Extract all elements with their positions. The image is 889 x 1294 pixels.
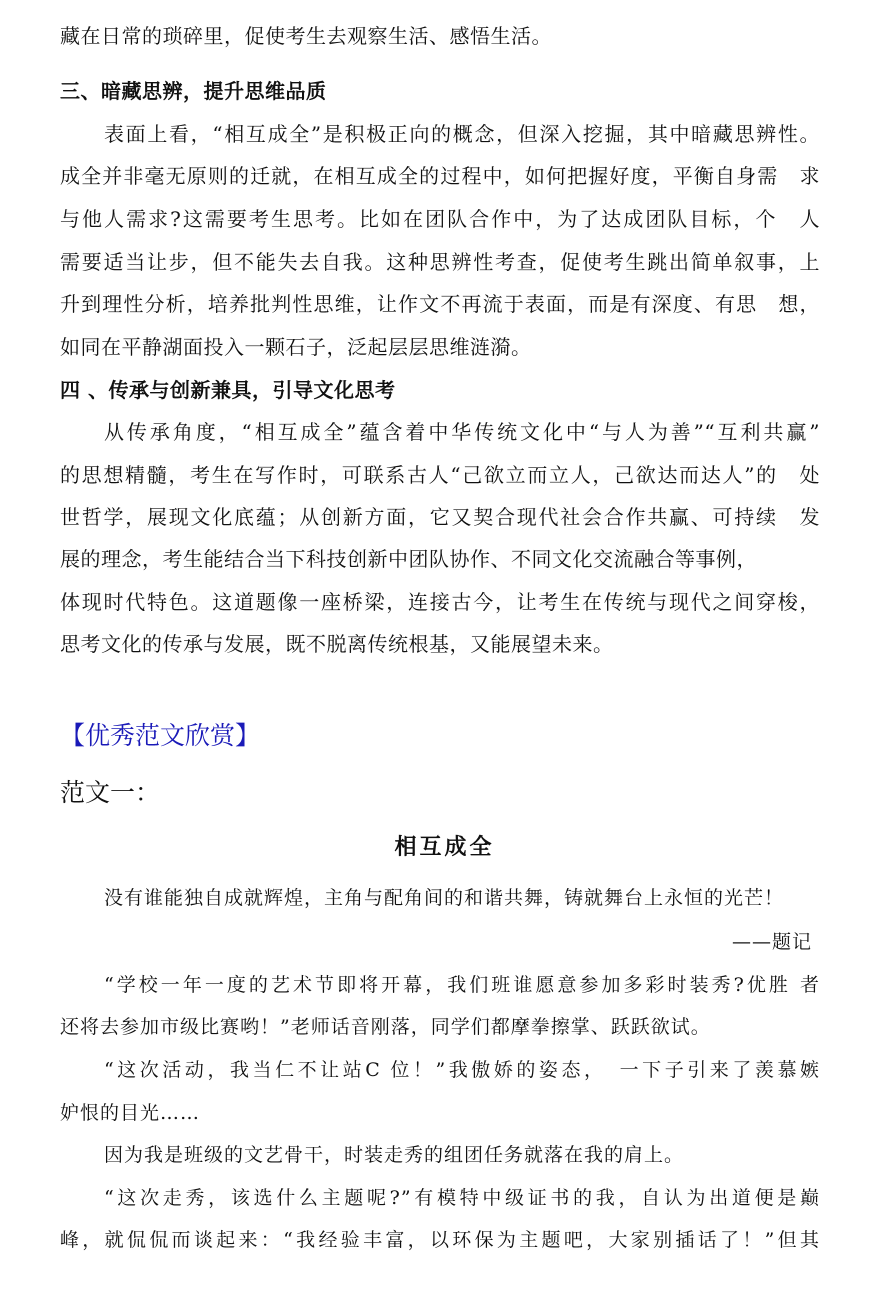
section-3-line-3: 与他人需求?这需要考生思考。比如在团队合作中，为了达成团队目标，个 人	[60, 207, 820, 231]
excellent-essays-title: 【优秀范文欣赏】	[60, 721, 261, 750]
essay-line-3: “这次活动，我当仁不让站C 位！”我傲娇的姿态， 一下子引来了羡慕嫉	[104, 1059, 820, 1081]
section-4-line-2: 的思想精髓，考生在写作时，可联系古人“己欲立而立人，己欲达而达人”的 处	[60, 463, 820, 487]
essay-line-4: 妒恨的目光……	[60, 1102, 201, 1124]
section-4-heading: 四 、传承与创新兼具，引导文化思考	[60, 378, 396, 402]
section-3-line-5: 升到理性分析，培养批判性思维，让作文不再流于表面，而是有深度、有思 想，	[60, 292, 820, 316]
essay-title: 相互成全	[394, 835, 495, 860]
essay-line-2: 还将去参加市级比赛哟！”老师话音刚落，同学们都摩拳擦掌、跃跃欲试。	[60, 1016, 711, 1038]
essay-line-7: 峰，就侃侃而谈起来：“我经验丰富，以环保为主题吧，大家别插话了！”但其	[60, 1229, 820, 1251]
essay-line-6: “这次走秀，该选什么主题呢?”有模特中级证书的我，自认为出道便是巅	[104, 1187, 820, 1209]
continuation-line: 藏在日常的琐碎里，促使考生去观察生活、感悟生活。	[60, 24, 552, 48]
section-3-line-2: 成全并非毫无原则的迁就，在相互成全的过程中，如何把握好度，平衡自身需 求	[60, 164, 820, 188]
essay-epigraph-source: ——题记	[731, 931, 812, 953]
essay-one-label: 范文一：	[60, 778, 161, 807]
section-4-line-1: 从传承角度，“相互成全”蕴含着中华传统文化中“与人为善”“互利共赢”	[104, 420, 820, 444]
section-3-heading: 三、暗藏思辨，提升思维品质	[60, 79, 327, 103]
section-3-line-6: 如同在平静湖面投入一颗石子，泛起层层思维涟漪。	[60, 335, 532, 359]
section-4-line-3: 世哲学，展现文化底蕴；从创新方面，它又契合现代社会合作共赢、可持续 发	[60, 505, 820, 529]
section-3-line-4: 需要适当让步，但不能失去自我。这种思辨性考查，促使考生跳出简单叙事，上	[60, 250, 820, 274]
essay-line-5: 因为我是班级的文艺骨干，时装走秀的组团任务就落在我的肩上。	[104, 1144, 685, 1166]
section-4-line-4: 展的理念，考生能结合当下科技创新中团队协作、不同文化交流融合等事例，	[60, 547, 757, 571]
essay-line-1: “学校一年一度的艺术节即将开幕，我们班谁愿意参加多彩时装秀?优胜 者	[104, 974, 820, 996]
essay-epigraph: 没有谁能独自成就辉煌，主角与配角间的和谐共舞，铸就舞台上永恒的光芒！	[104, 887, 785, 909]
section-4-line-5: 体现时代特色。这道题像一座桥梁，连接古今，让考生在传统与现代之间穿梭，	[60, 590, 820, 614]
section-3-line-1: 表面上看，“相互成全”是积极正向的概念，但深入挖掘，其中暗藏思辨性。	[104, 122, 820, 146]
section-4-line-6: 思考文化的传承与发展，既不脱离传统根基，又能展望未来。	[60, 632, 614, 656]
